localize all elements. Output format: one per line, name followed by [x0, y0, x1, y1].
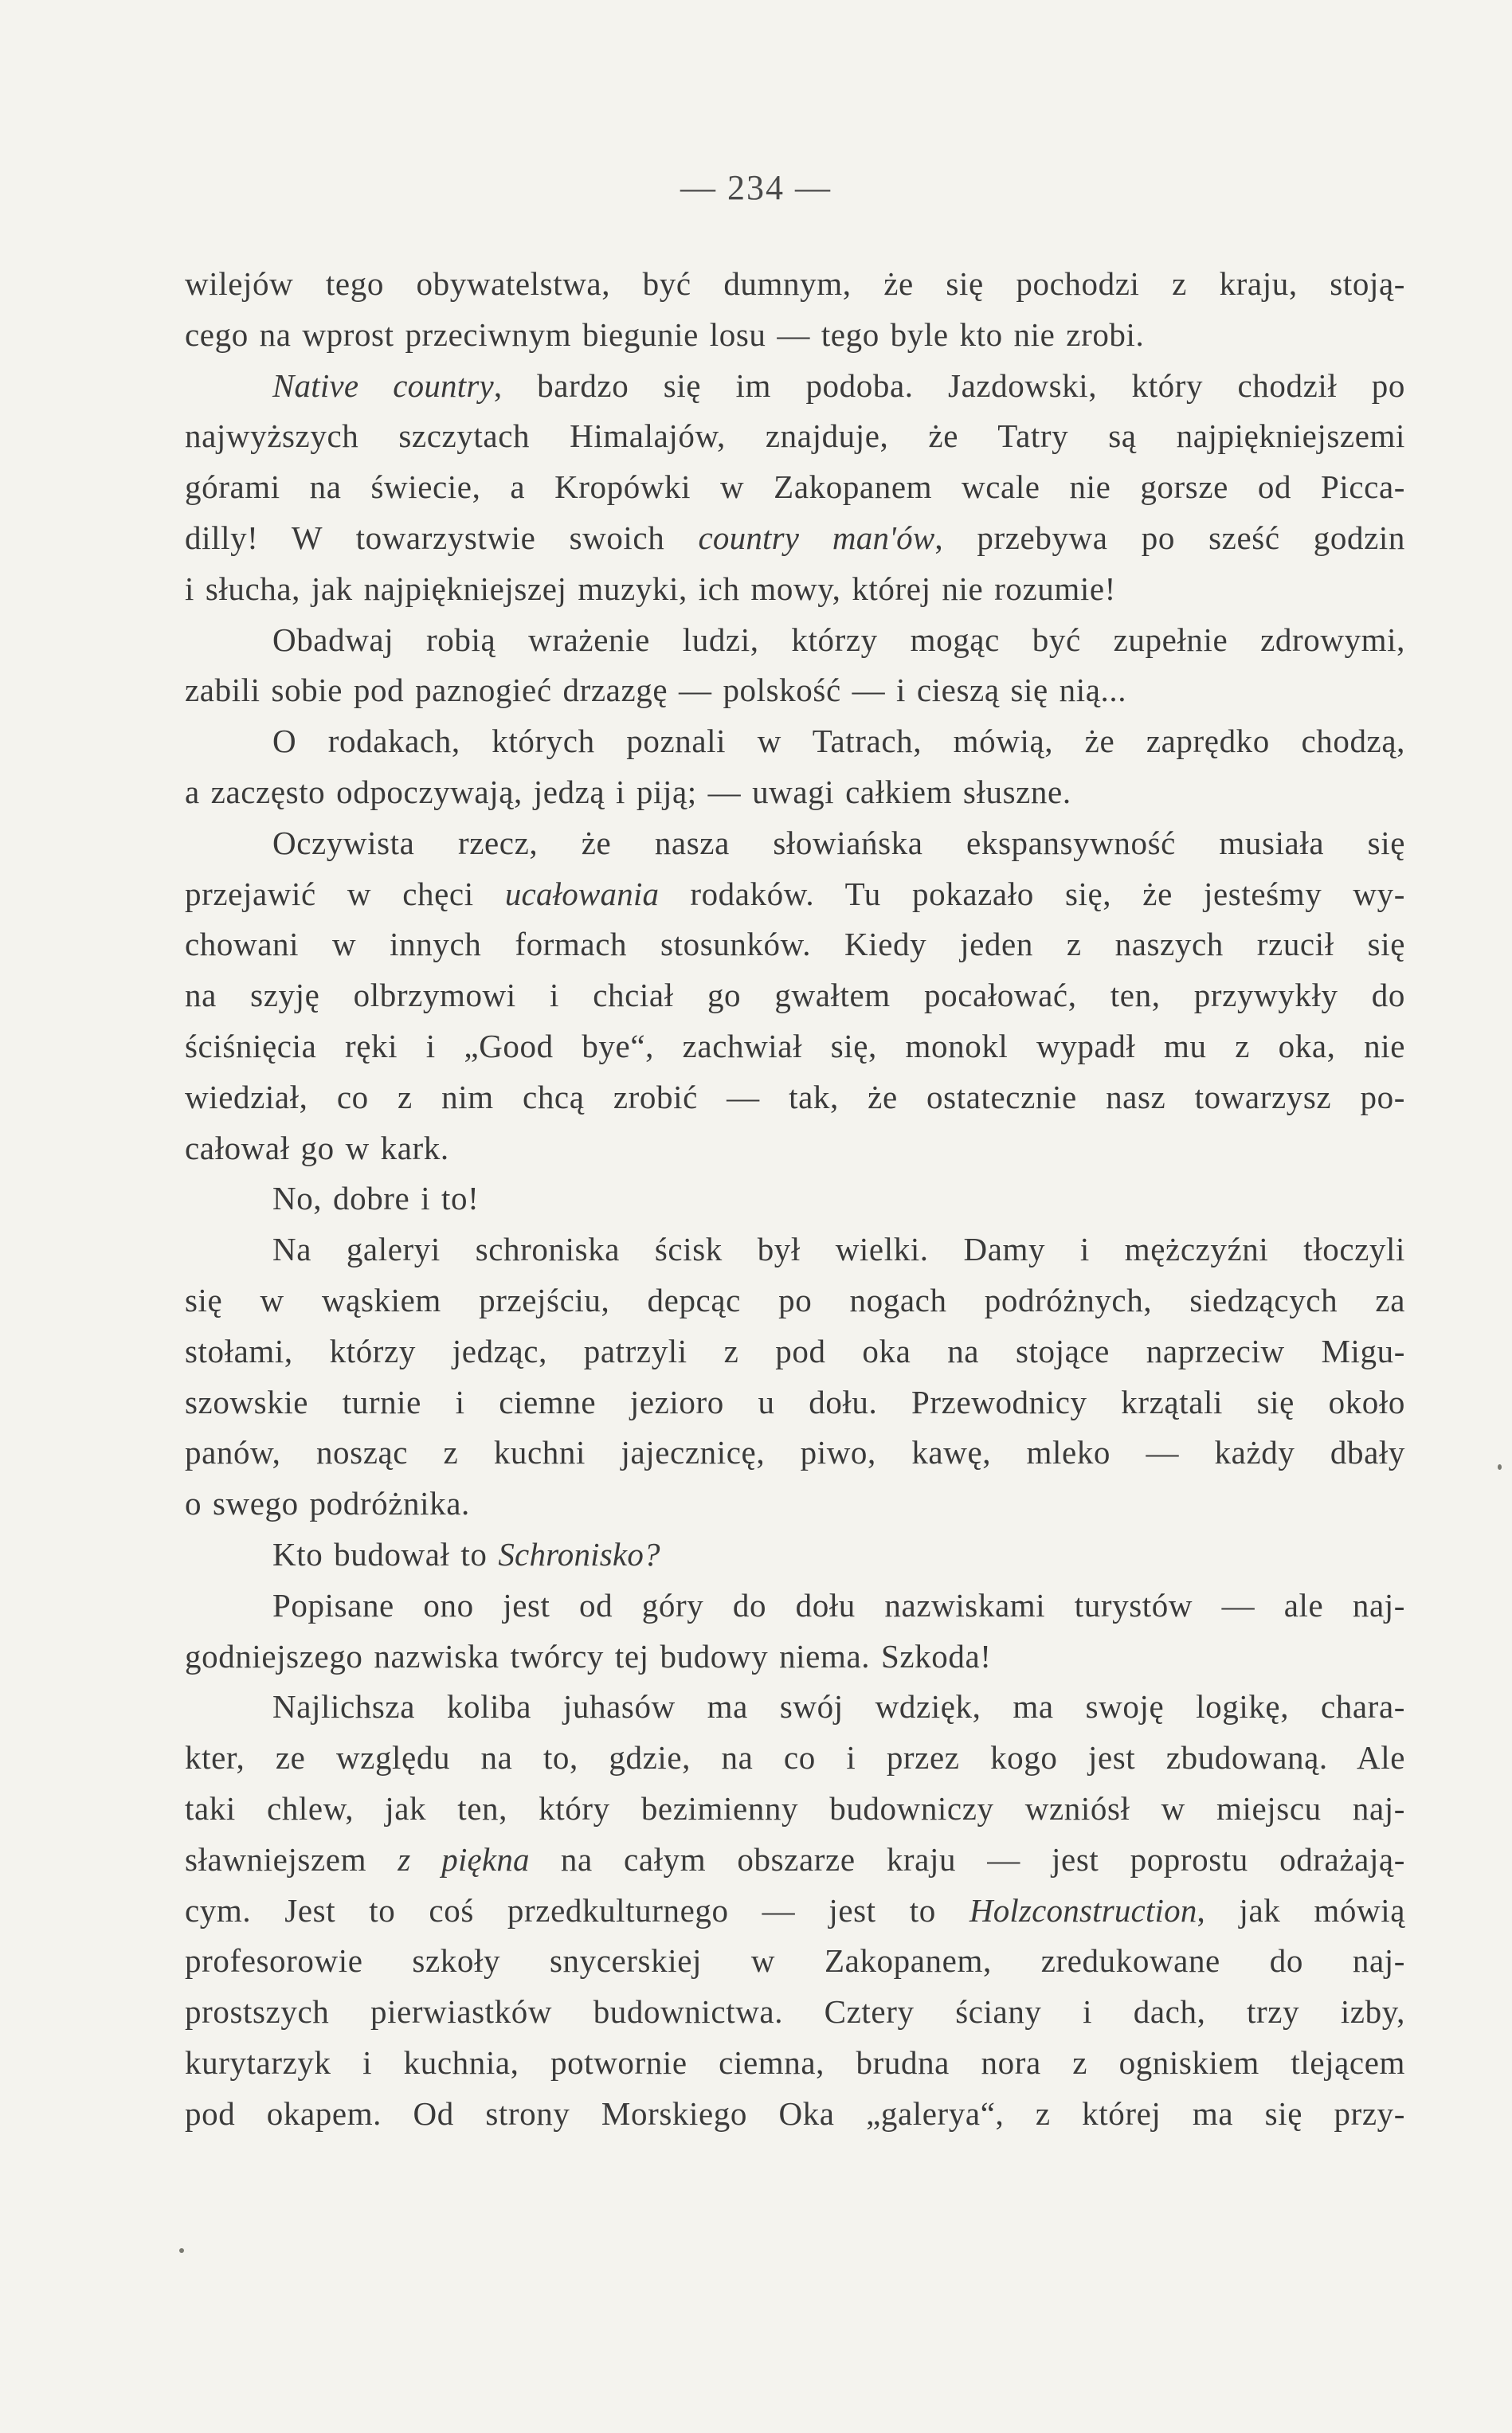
text-run: przejawić w chęci	[185, 875, 505, 912]
text-line	[185, 310, 1405, 361]
text-line	[185, 1581, 1405, 1632]
text-run: całował go w kark.	[185, 1129, 449, 1166]
ink-speck	[179, 2248, 184, 2253]
body-text	[185, 259, 1405, 2139]
text-run: Obadwaj robią wrażenie ludzi, którzy mogąc być zupełnie zdrowymi,	[272, 621, 1405, 658]
text-line	[185, 1021, 1405, 1072]
text-line	[185, 1530, 1405, 1581]
text-run: górami na świecie, a Kropówki w Zakopanem wcale nie gorsze od Picca-	[185, 468, 1405, 506]
text-line	[185, 1682, 1405, 1733]
text-run: na całym obszarze kraju — jest poprostu odrażają-	[529, 1840, 1405, 1878]
text-line	[185, 361, 1405, 412]
text-run: szowskie turnie i ciemne jezioro u dołu. Przewodnicy krzątali się około	[185, 1383, 1405, 1420]
text-run: pod okapem. Od strony Morskiego Oka „galerya“, z której ma się przy-	[185, 2094, 1405, 2132]
text-line	[185, 1173, 1405, 1224]
text-line	[185, 869, 1405, 920]
text-run: godniejszego nazwiska twórcy tej budowy niema. Szkoda!	[185, 1637, 992, 1675]
text-run: panów, nosząc z kuchni jajecznicę, piwo, kawę, mleko — każdy dbały	[185, 1434, 1405, 1471]
italic-phrase: Holzconstruction	[969, 1891, 1197, 1929]
italic-phrase: z piękna	[398, 1840, 530, 1878]
text-line	[185, 1479, 1405, 1530]
text-run: profesorowie szkoły snycerskiej w Zakopanem, zredukowane do naj-	[185, 1942, 1405, 1980]
text-run: stołami, którzy jedząc, patrzyli z pod oka na stojące naprzeciw Migu-	[185, 1332, 1405, 1369]
text-run: No, dobre i to!	[272, 1180, 480, 1217]
text-run: , bardzo się im podoba. Jazdowski, który chodził po	[493, 366, 1405, 404]
text-line	[185, 1886, 1405, 1937]
text-run: taki chlew, jak ten, który bezimienny budowniczy wzniósł w miejscu naj-	[185, 1789, 1405, 1827]
text-run: prostszych pierwiastków budownictwa. Cztery ściany i dach, trzy izby,	[185, 1993, 1405, 2031]
text-line	[185, 665, 1405, 716]
text-run: sławniejszem	[185, 1840, 398, 1878]
text-line	[185, 1733, 1405, 1784]
text-line	[185, 919, 1405, 970]
text-run: zabili sobie pod paznogieć drzazgę — polskość — i cieszą się nią...	[185, 672, 1127, 709]
text-line	[185, 1072, 1405, 1123]
text-line	[185, 564, 1405, 615]
text-line	[185, 259, 1405, 310]
text-run: , jak mówią	[1197, 1891, 1405, 1929]
text-line	[185, 818, 1405, 869]
text-line	[185, 411, 1405, 462]
text-line	[185, 1632, 1405, 1683]
text-line	[185, 1377, 1405, 1428]
text-run: Oczywista rzecz, że nasza słowiańska ekspansywność musiała się	[272, 824, 1405, 861]
text-line	[185, 513, 1405, 564]
text-line	[185, 716, 1405, 767]
text-run: rodaków. Tu pokazało się, że jesteśmy wy-	[659, 875, 1405, 912]
text-run: najwyższych szczytach Himalajów, znajduje, że Tatry są najpiękniejszemi	[185, 417, 1405, 455]
text-run: na szyję olbrzymowi i chciał go gwałtem pocałować, ten, przywykły do	[185, 977, 1405, 1014]
text-run: wilejów tego obywatelstwa, być dumnym, że się pochodzi z kraju, stoją-	[185, 265, 1405, 302]
text-line	[185, 767, 1405, 818]
text-line	[185, 1936, 1405, 1987]
text-line	[185, 462, 1405, 513]
text-line	[185, 1784, 1405, 1835]
text-run: dilly! W towarzystwie swoich	[185, 519, 699, 556]
text-line	[185, 1987, 1405, 2038]
text-run: chowani w innych formach stosunków. Kiedy jeden z naszych rzucił się	[185, 926, 1405, 963]
italic-phrase: ucałowania	[504, 875, 660, 912]
text-run: O rodakach, których poznali w Tatrach, mówią, że zaprędko chodzą,	[272, 723, 1405, 760]
page-number: — 234 —	[680, 168, 832, 207]
text-run: kurytarzyk i kuchnia, potwornie ciemna, brudna nora z ogniskiem tlejącem	[185, 2043, 1405, 2081]
text-line	[185, 1275, 1405, 1326]
text-line	[185, 970, 1405, 1021]
text-run: a zaczęsto odpoczywają, jedzą i piją; — uwagi całkiem słuszne.	[185, 773, 1071, 810]
text-run: cego na wprost przeciwnym biegunie losu — tego byle kto nie zrobi.	[185, 315, 1145, 353]
text-run: kter, ze względu na to, gdzie, na co i przez kogo jest zbudowaną. Ale	[185, 1739, 1405, 1777]
text-run: wiedział, co z nim chcą zrobić — tak, że ostatecznie nasz towarzysz po-	[185, 1078, 1405, 1115]
text-line	[185, 2089, 1405, 2140]
italic-phrase: country man'ów	[698, 519, 935, 556]
text-line	[185, 2038, 1405, 2089]
text-run: ściśnięcia ręki i „Good bye“, zachwiał się, monokl wypadł mu z oka, nie	[185, 1027, 1405, 1064]
text-run: Popisane ono jest od góry do dołu nazwiskami turystów — ale naj-	[272, 1586, 1405, 1624]
text-run: i słucha, jak najpiękniejszej muzyki, ich mowy, której nie rozumie!	[185, 570, 1116, 607]
ink-speck	[1498, 1464, 1502, 1470]
text-run: Kto budował to	[272, 1535, 499, 1573]
text-run: o swego podróżnika.	[185, 1485, 470, 1522]
text-run: się w wąskiem przejściu, depcąc po nogach podróżnych, siedzących za	[185, 1281, 1405, 1318]
italic-phrase: Schronisko?	[498, 1535, 660, 1573]
text-line	[185, 1224, 1405, 1275]
text-line	[185, 1123, 1405, 1174]
text-line	[185, 1835, 1405, 1886]
italic-phrase: Native country	[272, 366, 494, 404]
text-line	[185, 615, 1405, 666]
text-line	[185, 1428, 1405, 1479]
text-line	[185, 1326, 1405, 1377]
text-run: Najlichsza koliba juhasów ma swój wdzięk, ma swoję logikę, chara-	[272, 1688, 1405, 1726]
text-run: Na galeryi schroniska ścisk był wielki. Damy i mężczyźni tłoczyli	[272, 1231, 1405, 1268]
text-run: cym. Jest to coś przedkulturnego — jest to	[185, 1891, 969, 1929]
text-run: , przebywa po sześć godzin	[934, 519, 1405, 556]
